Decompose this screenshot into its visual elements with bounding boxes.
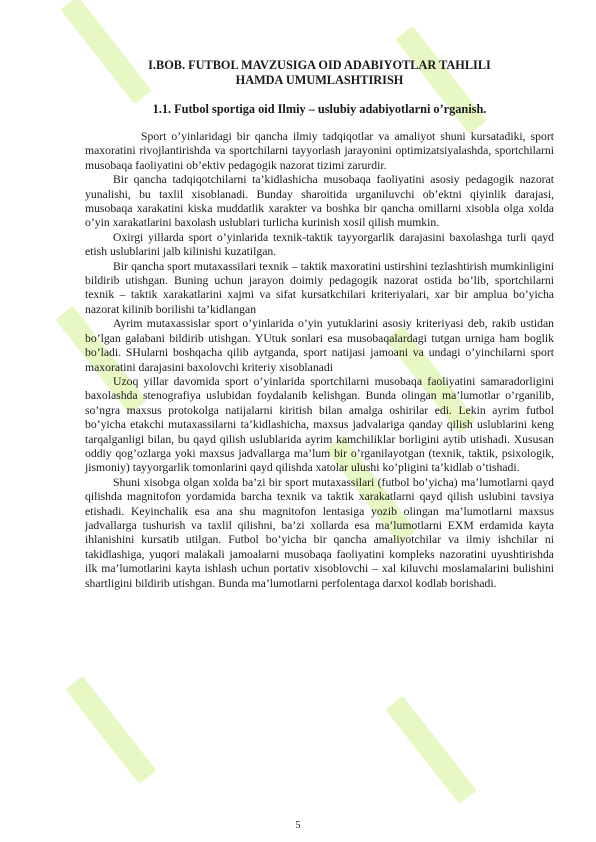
paragraph: Bir qancha tadqiqotchilarni ta’kidlashicha musobaqa faoliyatini asosiy pedagogik nazorat yunalishi, bu taxlil xisoblanadi. Bunday sharoitida urganiluvchi ob’ektni qiyinlik darajasi, musobaqa xarakatini kiska muddatlik xarakter va boshka bir qancha omillarni xisobla olga xolda o’yin xarakatlarini baxolash uslublari turlicha kurinish xosil qilish mumkin.: [85, 173, 554, 230]
paragraph: Shuni xisobga olgan xolda ba’zi bir sport mutaxassilari (futbol bo’yicha) ma’lumotlarni qayd qilishda magnitofon yordamida barcha texnik va taktik xarakatlarni qayd qilish uslubini tavsiya etishadi. Keyinchalik esa ana shu magnitofon lentasiga yozib olingan ma’lumotlarni maxsus jadvallarga tushurish va taxlil qilishni, ba’zi xollarda esa ma’lumotlarni EXM erdamida kayta ihlanishini kursatib utilgan. Futbol bo’yicha bir qancha amaliyotchilar va ilmiy ishchilar ni takidlashiga, yuqori malakali jamoalarni musobaqa faoliyatini kompleks nazoratini uyushtirishda ilk ma’lumotlarini kayta ishlash uchun portativ xisoblovchi – xal kiluvchi moslamalarini bulishini shartligini bildirib utishgan. Bunda ma’lumotlarni perfolentaga darxol kodlab borishadi.: [85, 475, 554, 590]
chapter-heading: [85, 58, 554, 88]
paragraph: Oxirgi yillarda sport o’yinlarida texnik-taktik tayyorgarlik darajasini baxolashga turli qayd etish uslublarini jalb kilinishi kuzatilgan.: [85, 230, 554, 259]
paragraph: Bir qancha sport mutaxassilari texnik – taktik maxoratini ustirshini tezlashtirish mumkinligini bildirib utishgan. Buning uchun jarayon doimiy pedagogik nazorat ostida bo’lib, sportchilarni texnik – taktik xarakatlarini xajmi va sifat kursatkchilari kriteriyalari, xar bir amplua bo’yicha nazorat kilinib borilishi ta’kidlangan: [85, 259, 554, 316]
watermark-stroke: [65, 676, 156, 784]
chapter-heading-line2: HAMDA UMUMLASHTIRISH: [235, 73, 404, 87]
paragraph: Sport o’yinlaridagi bir qancha ilmiy tadqiqotlar va amaliyot shuni kursatadiki, sport maxoratini rivojlantirishda va sportchilarni tayyorlash jarayonini optimizatsiyalashda, sportchilarni musobaqa faoliyatini ob’ektiv pedagogik nazorat tizimi zarurdir.: [85, 130, 554, 172]
section-heading: 1.1. Futbol sportiga oid Ilmiy – uslubiy adabiyotlarni o’rganish.: [152, 102, 487, 116]
watermark-stroke: [385, 696, 476, 804]
paragraph: Ayrim mutaxassislar sport o’yinlarida o’yin yutuklarini asosiy kriteriyasi deb, rakib ustidan bo’lgan galabani bildirib utishgan. YUtuk sonlari esa musobaqalardagi tutgan urniga ham boglik bo’ladi. SHularni boshqacha qilib aytganda, sport natijasi jamoani va undagi o’yinchilarni sport maxoratini darajasini baxolovchi kriteriy xisoblanadi: [85, 317, 554, 374]
chapter-heading-line1: I.BOB. FUTBOL MAVZUSIGA OID ADABIYOTLAR TAHLILI: [148, 58, 491, 72]
document-body: [85, 58, 554, 591]
page-number: 5: [295, 820, 301, 831]
paragraph: Uzoq yillar davomida sport o’yinlarida sportchilarni musobaqa faoliyatini samaradorligini baxolashda stenografiya uslubidan foydalanib kelishgan. Bunda olingan ma’lumotlar o’rganilib, so’ngra maxsus protokolga natijalarni kiritish bilan amalga oshirilar edi. Lekin ayrim futbol bo’yicha etakchi mutaxassilarni ta’kidlashicha, maxsus jadvalariga qanday qilish uslublarini keng tarqalganligi bilan, bu qayd qilish uslublarida ayrim kamchiliklar borligini aytib utishadi. Xususan oddiy qog’ozlarga yoki maxsus jadvallarga ma’lum bir o’rganilayotgan (texnik, taktik, psixologik, jismoniy) tayyorgarlik tomonlarini qayd qilishda xatolar ulushi ko’pligini ta’kidlab o’tishadi.: [85, 374, 554, 475]
